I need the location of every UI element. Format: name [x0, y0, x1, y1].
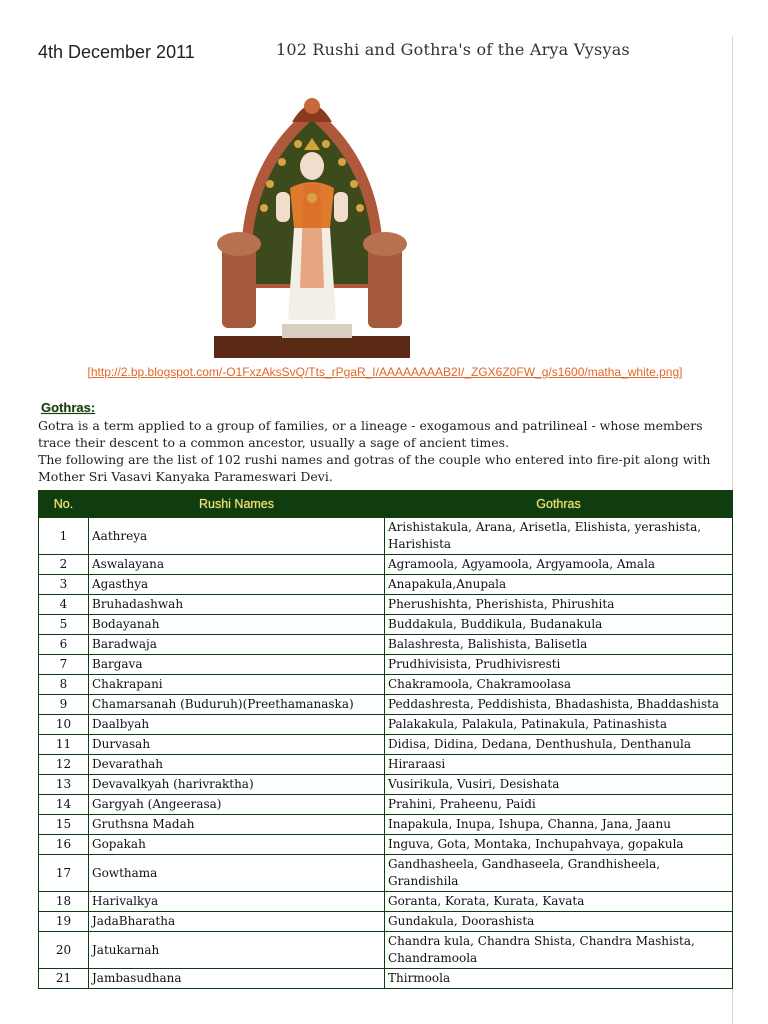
cell-rushi: Jatukarnah [89, 932, 385, 969]
table-row [39, 969, 733, 989]
cell-no: 6 [39, 635, 89, 655]
table-row [39, 675, 733, 695]
cell-gothras: Arishistakula, Arana, Arisetla, Elishista, yerashista, Harishista [385, 518, 733, 555]
goddess-idol-image[interactable] [212, 88, 412, 360]
cell-no: 16 [39, 835, 89, 855]
cell-gothras: Anapakula,Anupala [385, 575, 733, 595]
cell-no: 21 [39, 969, 89, 989]
cell-rushi: Aathreya [89, 518, 385, 555]
table-row [39, 755, 733, 775]
cell-rushi: Devarathah [89, 755, 385, 775]
cell-rushi: Chamarsanah (Buduruh)(Preethamanaska) [89, 695, 385, 715]
cell-no: 15 [39, 815, 89, 835]
cell-no: 13 [39, 775, 89, 795]
cell-rushi: Agasthya [89, 575, 385, 595]
table-row [39, 715, 733, 735]
cell-rushi: Gowthama [89, 855, 385, 892]
cell-rushi: Baradwaja [89, 635, 385, 655]
table-row [39, 555, 733, 575]
cell-gothras: Vusirikula, Vusiri, Desishata [385, 775, 733, 795]
cell-rushi: Gopakah [89, 835, 385, 855]
cell-no: 8 [39, 675, 89, 695]
cell-no: 18 [39, 892, 89, 912]
table-row [39, 735, 733, 755]
table-row [39, 775, 733, 795]
cell-rushi: Aswalayana [89, 555, 385, 575]
header-no: No. [39, 491, 89, 518]
gothra-table [38, 490, 733, 989]
cell-rushi: Gargyah (Angeerasa) [89, 795, 385, 815]
idol-illustration [212, 88, 412, 360]
cell-rushi: Harivalkya [89, 892, 385, 912]
cell-gothras: Hiraraasi [385, 755, 733, 775]
cell-rushi: Durvasah [89, 735, 385, 755]
post-date: 4th December 2011 [38, 42, 195, 62]
cell-rushi: Bodayanah [89, 615, 385, 635]
cell-gothras: Balashresta, Balishista, Balisetla [385, 635, 733, 655]
cell-gothras: Agramoola, Agyamoola, Argyamoola, Amala [385, 555, 733, 575]
table-row [39, 815, 733, 835]
intro-text [38, 417, 728, 485]
table-row [39, 892, 733, 912]
cell-rushi: JadaBharatha [89, 912, 385, 932]
cell-gothras: Pherushishta, Pherishista, Phirushita [385, 595, 733, 615]
cell-rushi: Bargava [89, 655, 385, 675]
cell-rushi: Gruthsna Madah [89, 815, 385, 835]
cell-gothras: Thirmoola [385, 969, 733, 989]
cell-rushi: Daalbyah [89, 715, 385, 735]
table-row [39, 635, 733, 655]
cell-no: 7 [39, 655, 89, 675]
cell-rushi: Jambasudhana [89, 969, 385, 989]
header-gothras: Gothras [385, 491, 733, 518]
table-row [39, 835, 733, 855]
cell-gothras: Didisa, Didina, Dedana, Denthushula, Denthanula [385, 735, 733, 755]
cell-rushi: Bruhadashwah [89, 595, 385, 615]
cell-gothras: Chandra kula, Chandra Shista, Chandra Mashista, Chandramoola [385, 932, 733, 969]
table-row [39, 695, 733, 715]
cell-gothras: Prudhivisista, Prudhivisresti [385, 655, 733, 675]
cell-gothras: Inguva, Gota, Montaka, Inchupahvaya, gopakula [385, 835, 733, 855]
table-header-row [39, 491, 733, 518]
table-row [39, 912, 733, 932]
table-row [39, 595, 733, 615]
cell-no: 9 [39, 695, 89, 715]
table-row [39, 518, 733, 555]
cell-no: 12 [39, 755, 89, 775]
cell-no: 14 [39, 795, 89, 815]
cell-no: 2 [39, 555, 89, 575]
cell-no: 20 [39, 932, 89, 969]
cell-rushi: Chakrapani [89, 675, 385, 695]
cell-gothras: Goranta, Korata, Kurata, Kavata [385, 892, 733, 912]
cell-no: 5 [39, 615, 89, 635]
cell-no: 17 [39, 855, 89, 892]
cell-no: 19 [39, 912, 89, 932]
table-row [39, 575, 733, 595]
cell-gothras: Buddakula, Buddikula, Budanakula [385, 615, 733, 635]
cell-no: 1 [39, 518, 89, 555]
section-heading: Gothras: [41, 400, 96, 415]
cell-gothras: Prahini, Praheenu, Paidi [385, 795, 733, 815]
cell-gothras: Palakakula, Palakula, Patinakula, Patinashista [385, 715, 733, 735]
cell-no: 4 [39, 595, 89, 615]
cell-gothras: Gandhasheela, Gandhaseela, Grandhisheela, Grandishila [385, 855, 733, 892]
table-row [39, 855, 733, 892]
table-row [39, 615, 733, 635]
cell-rushi: Devavalkyah (harivraktha) [89, 775, 385, 795]
intro-paragraph-definition: Gotra is a term applied to a group of families, or a lineage - exogamous and patrilineal - whose members trace their descent to a common ancestor, usually a sage of ancient times. [38, 418, 703, 450]
cell-no: 11 [39, 735, 89, 755]
cell-gothras: Peddashresta, Peddishista, Bhadashista, Bhaddashista [385, 695, 733, 715]
image-source-link[interactable]: [http://2.bp.blogspot.com/-O1FxzAksSvQ/Tts_rPgaR_I/AAAAAAAAB2I/_ZGX6Z0FW_g/s1600/matha_white.png] [87, 365, 683, 379]
table-row [39, 795, 733, 815]
cell-no: 10 [39, 715, 89, 735]
table-row [39, 655, 733, 675]
table-row [39, 932, 733, 969]
page-title: 102 Rushi and Gothra's of the Arya Vysyas [276, 40, 630, 59]
cell-gothras: Inapakula, Inupa, Ishupa, Channa, Jana, Jaanu [385, 815, 733, 835]
cell-no: 3 [39, 575, 89, 595]
intro-paragraph-list-note: The following are the list of 102 rushi names and gotras of the couple who entered into fire-pit along with Mother Sri Vasavi Kanyaka Parameswari Devi. [38, 452, 711, 484]
cell-gothras: Gundakula, Doorashista [385, 912, 733, 932]
cell-gothras: Chakramoola, Chakramoolasa [385, 675, 733, 695]
header-rushi-names: Rushi Names [89, 491, 385, 518]
